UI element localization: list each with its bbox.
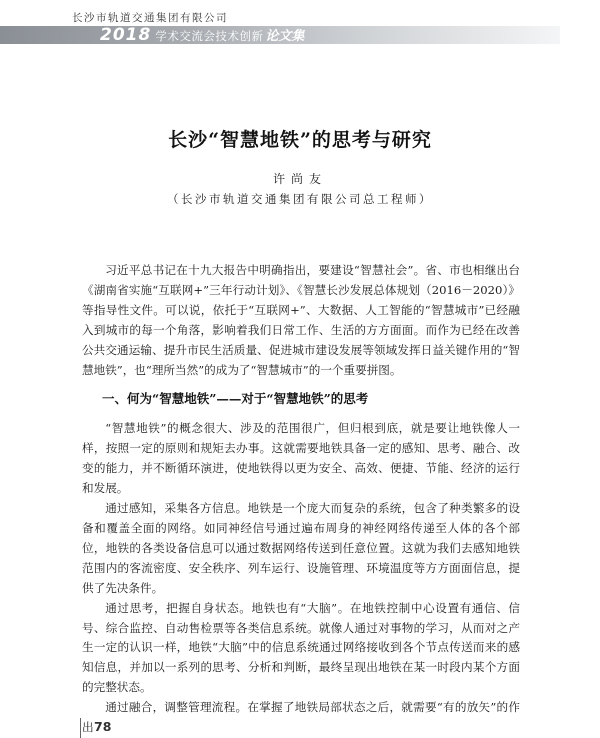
- article-author: 许尚友: [272, 172, 327, 186]
- header-band: [0, 24, 600, 46]
- body-paragraph-2: 通过感知，采集各方信息。地铁是一个庞大而复杂的系统，包含了种类繁多的设备和覆盖全面的网络。如同神经信号通过遍布周身的神经网络传递至人体的各个部位，地铁的各类设备信息可以通过数据网络传送到任意位置。这就为我们去感知地铁范围内的客流密度、安全秩序、列车运行、设施管理、环境温度等方方面面信息，提供了先决条件。: [82, 501, 520, 595]
- header-collection: 论文集: [265, 29, 305, 44]
- article-affiliation: （长沙市轨道交通集团有限公司总工程师）: [167, 192, 433, 206]
- body-paragraph-1: “智慧地铁”的概念很大、涉及的范围很广，但归根到底，就是要让地铁像人一样，按照一定的原则和规矩去办事。这就需要地铁具备一定的感知、思考、融合、改变的能力，并不断循环演进，使地铁得以更为安全、高效、便捷、节能、经济的运行和发展。: [82, 421, 520, 496]
- body-paragraph-3: 通过思考，把握自身状态。地铁也有“大脑”。在地铁控制中心设置有通信、信号、综合监控、自动售检票等各类信息系统。就像人通过对事物的学习，从而对之产生一定的认识一样，地铁“大脑”中的信息系统通过网络接收到各个节点传送而来的感知信息，并加以一系列的思考、分析和判断，最终呈现出地铁在某一时段内某个方面的完整状态。: [82, 600, 520, 695]
- article-body: [82, 261, 520, 738]
- page-number: 78: [94, 719, 112, 734]
- article-title: 长沙“智慧地铁”的思考与研究: [168, 129, 432, 151]
- header-band-text: [100, 24, 304, 46]
- section-heading: 一、何为“智慧地铁”——对于“智慧地铁”的思考: [102, 391, 369, 407]
- footer-divider: [80, 718, 81, 738]
- header-company: 长沙市轨道交通集团有限公司: [72, 12, 228, 24]
- intro-paragraph: 习近平总书记在十九大报告中明确指出，要建设“智慧社会”。省、市也相继出台《湖南省实施“互联网+”三年行动计划》、《智慧长沙发展总体规划（2016－2020）》等指导性文件。可以说，依托于“互联网+”、大数据、人工智能的“智慧城市”已经融入到城市的每一个角落，影响着我们日常工作、生活的方方面面。而作为已经在改善公共交通运输、提升市民生活质量、促进城市建设发展等领域发挥日益关键作用的“智慧地铁”，也“理所当然”的成为了“智慧城市”的一个重要拼图。: [82, 263, 520, 377]
- header-year: 2018: [100, 25, 152, 45]
- body-paragraph-4: 通过融合，调整管理流程。在掌握了地铁局部状态之后，就需要“有的放矢”的作出: [82, 700, 520, 735]
- header-subtitle: 学术交流会技术创新: [155, 29, 264, 43]
